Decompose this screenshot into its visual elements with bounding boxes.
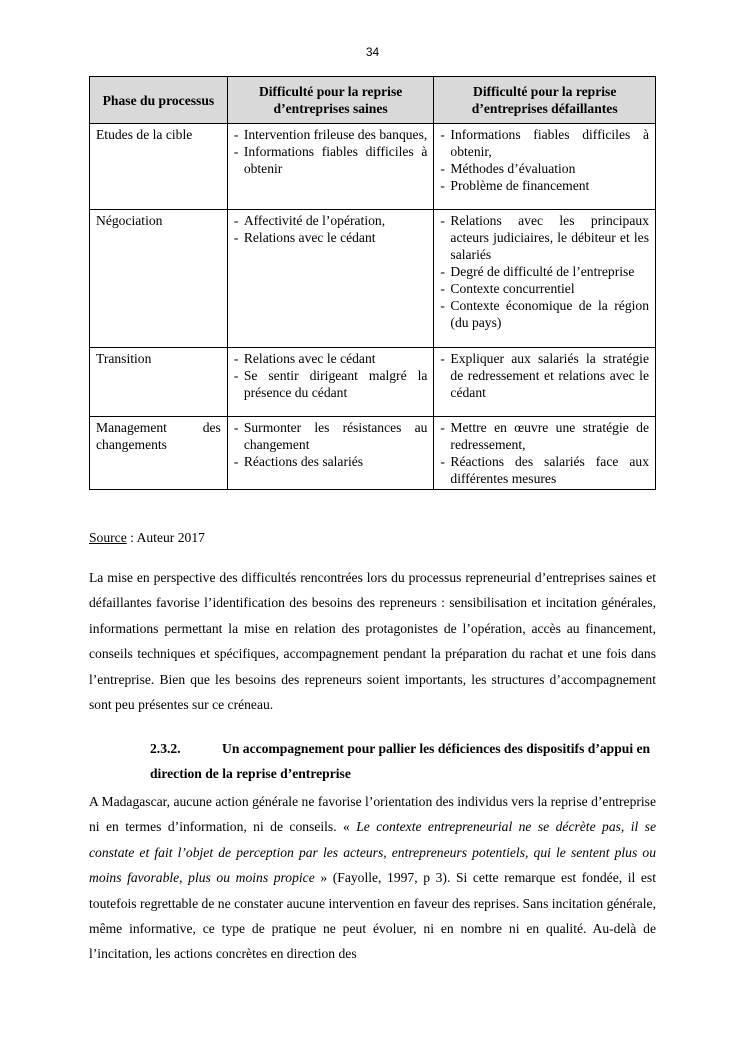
table-row (90, 417, 656, 490)
defaillantes-cell (434, 417, 656, 490)
table-header-row (90, 77, 656, 124)
defaillantes-cell (434, 348, 656, 417)
list-item: - Informations fiables difficiles à obtenir, (440, 126, 649, 160)
table-row (90, 210, 656, 348)
list-item: - Relations avec les principaux acteurs judiciaires, le débiteur et les salariés (440, 212, 649, 263)
list-item: - Mettre en œuvre une stratégie de redressement, (440, 419, 649, 453)
quotation: Le contexte entrepreneurial ne se décrète pas, il se constate et fait l’objet de perception par les acteurs, entrepreneurs potentiels, qui le sentent plus ou moins favorable, plus ou moins propice (89, 819, 656, 886)
header-saines: Difficulté pour la reprise d’entreprises saines (227, 77, 434, 124)
paragraph-text: A Madagascar, aucune action générale ne favorise l’orientation des individus vers la reprise d’entreprise ni en termes d’information, ni de conseils. « (89, 794, 656, 835)
header-phase: Phase du processus (90, 77, 228, 124)
list-item: - Surmonter les résistances au changement (234, 419, 428, 453)
list-item: - Degré de difficulté de l’entreprise (440, 263, 649, 280)
table-row (90, 348, 656, 417)
page-number: 34 (365, 45, 380, 59)
list-item: - Se sentir dirigeant malgré la présence du cédant (234, 367, 428, 401)
saines-cell (227, 124, 434, 210)
source-label: Source (89, 530, 127, 545)
list-item: - Informations fiables difficiles à obtenir (234, 143, 428, 177)
list-item: - Réactions des salariés (234, 453, 428, 470)
body-paragraph (89, 789, 656, 967)
phase-cell: Management des changements (90, 417, 228, 490)
table-source (89, 530, 205, 546)
saines-cell (227, 210, 434, 348)
list-item: - Intervention frileuse des banques, (234, 126, 428, 143)
list-item: - Expliquer aux salariés la stratégie de redressement et relations avec le cédant (440, 350, 649, 401)
phase-cell: Transition (90, 348, 228, 417)
phase-cell: Négociation (90, 210, 228, 348)
list-item: - Affectivité de l’opération, (234, 212, 428, 229)
defaillantes-cell (434, 210, 656, 348)
section-heading (150, 736, 660, 786)
saines-cell (227, 348, 434, 417)
list-item: - Relations avec le cédant (234, 229, 428, 246)
body-paragraph: La mise en perspective des difficultés rencontrées lors du processus repreneurial d’entreprises saines et défaillantes favorise l’identification des besoins des repreneurs : sensibilisation et incitation générales, informations permettant la mise en relation des protagonistes de l’opération, accès au financement, conseils techniques et spécifiques, accompagnement pendant la préparation du rachat et une fois dans l’entreprise. Bien que les besoins des repreneurs soient importants, les structures d’accompagnement sont peu présentes sur ce créneau. (89, 570, 656, 713)
list-item: - Méthodes d’évaluation (440, 160, 649, 177)
list-item: - Contexte économique de la région (du pays) (440, 297, 649, 331)
section-title: Un accompagnement pour pallier les déficiences des dispositifs d’appui en direction de la reprise d’entreprise (150, 741, 651, 781)
saines-cell (227, 417, 434, 490)
list-item: - Problème de financement (440, 177, 649, 194)
list-item: - Réactions des salariés face aux différentes mesures (440, 453, 649, 487)
source-text: : Auteur 2017 (126, 530, 205, 545)
defaillantes-cell (434, 124, 656, 210)
header-defaillantes: Difficulté pour la reprise d’entreprises défaillantes (434, 77, 656, 124)
paragraph-text: » (Fayolle, 1997, p 3). Si cette remarque est fondée, il est toutefois regrettable de ne constater aucune intervention en faveur des reprises. Sans incitation générale, même informative, ce type de pratique ne peut évoluer, ni en nombre ni en qualité. Au-delà de l’incitation, les actions concrètes en direction des (89, 870, 656, 962)
phase-cell: Etudes de la cible (90, 124, 228, 210)
list-item: - Contexte concurrentiel (440, 280, 649, 297)
table-row (90, 124, 656, 210)
section-number: 2.3.2. (150, 741, 181, 756)
list-item: - Relations avec le cédant (234, 350, 428, 367)
process-difficulties-table (89, 76, 656, 490)
